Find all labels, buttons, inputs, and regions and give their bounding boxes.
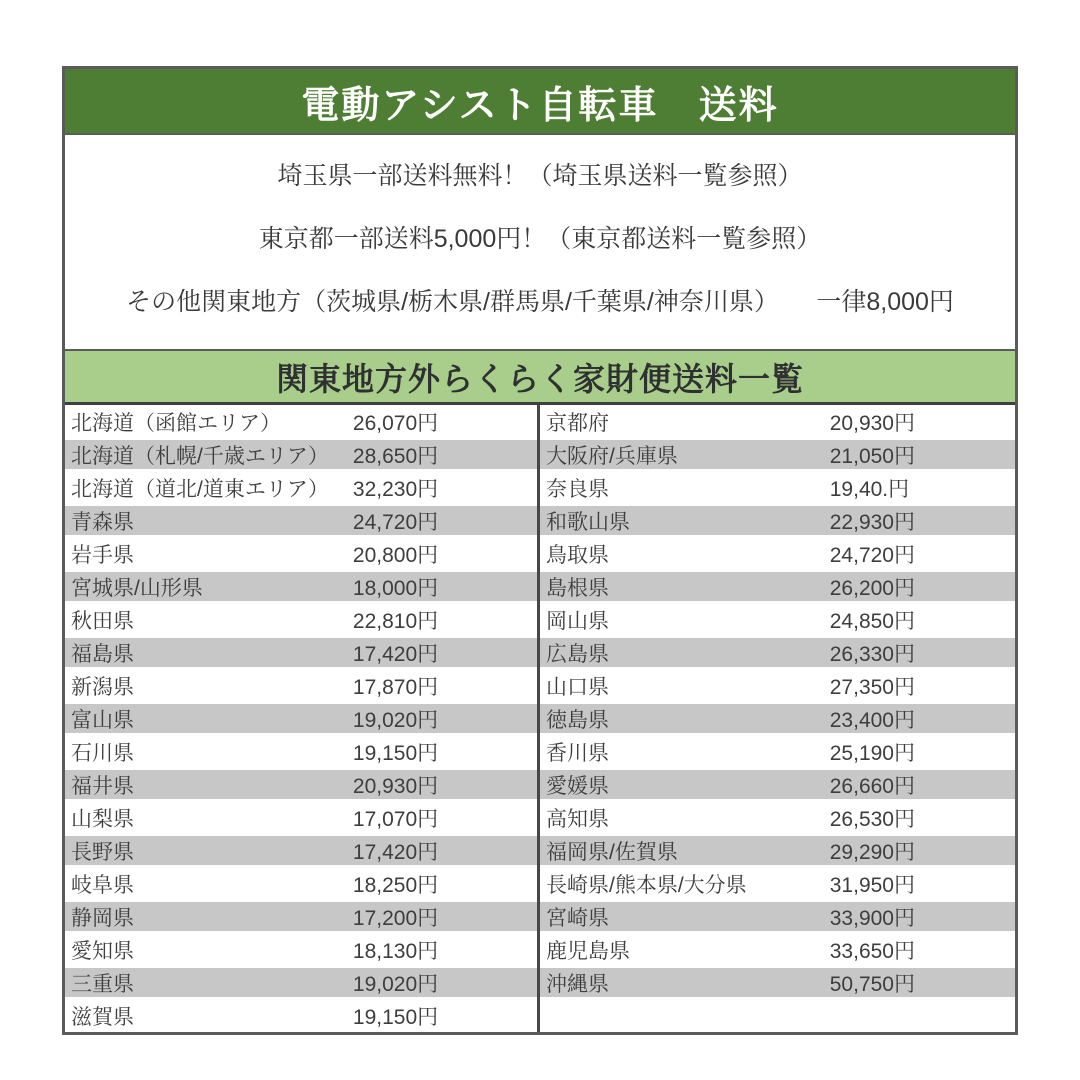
region-cell: 富山県 [71, 708, 134, 732]
table-row [65, 900, 537, 933]
table-row [540, 999, 1015, 1032]
price-cell: 20,800円 [352, 543, 439, 567]
price-cell: 18,130円 [352, 939, 439, 963]
table-column-left [65, 405, 540, 1032]
price-cell: 33,900円 [829, 906, 915, 930]
region-cell: 鳥取県 [546, 543, 609, 567]
table-row [540, 537, 1015, 570]
region-cell: 滋賀県 [71, 1005, 134, 1029]
table-column-right [540, 405, 1015, 1032]
table-row [65, 471, 537, 504]
price-cell: 26,530円 [829, 807, 915, 831]
price-cell: 31,950円 [829, 873, 915, 897]
region-cell: 岩手県 [71, 543, 134, 567]
table-row [540, 966, 1015, 999]
price-cell: 32,230円 [352, 477, 439, 501]
table-row [65, 735, 537, 768]
price-cell: 26,200円 [829, 576, 915, 600]
table-row [540, 669, 1015, 702]
region-cell: 愛媛県 [546, 774, 609, 798]
table-row [540, 405, 1015, 438]
table-row [65, 933, 537, 966]
price-cell: 20,930円 [352, 774, 439, 798]
note-tokyo: 東京都一部送料5,000円！（東京都送料一覧参照） [258, 225, 822, 253]
price-cell: 28,650円 [352, 444, 439, 468]
table-row [65, 603, 537, 636]
region-cell: 鹿児島県 [546, 939, 630, 963]
table-row [65, 537, 537, 570]
region-cell: 和歌山県 [546, 510, 630, 534]
table-row [540, 603, 1015, 636]
price-cell: 23,400円 [829, 708, 915, 732]
table-row [65, 867, 537, 900]
table-row [540, 867, 1015, 900]
price-cell: 24,720円 [829, 543, 915, 567]
price-cell: 33,650円 [829, 939, 915, 963]
table-row [65, 636, 537, 669]
price-cell: 26,070円 [352, 411, 439, 435]
table-row [540, 768, 1015, 801]
region-cell: 山口県 [546, 675, 609, 699]
price-cell: 27,350円 [829, 675, 915, 699]
price-cell: 50,750円 [829, 972, 915, 996]
page-title: 電動アシスト自転車 送料 [65, 69, 1015, 135]
price-cell: 21,050円 [829, 444, 915, 468]
note-saitama: 埼玉県一部送料無料！（埼玉県送料一覧参照） [277, 162, 803, 190]
region-cell: 新潟県 [71, 675, 134, 699]
price-cell: 17,200円 [352, 906, 439, 930]
price-cell: 19,40.円 [829, 477, 910, 501]
region-cell: 奈良県 [546, 477, 609, 501]
table-row [65, 504, 537, 537]
price-cell: 19,150円 [352, 1005, 439, 1029]
shipping-notes [65, 135, 1015, 349]
table-row [65, 801, 537, 834]
region-cell: 青森県 [71, 510, 134, 534]
region-cell: 広島県 [546, 642, 609, 666]
region-cell: 香川県 [546, 741, 609, 765]
region-cell: 愛知県 [71, 939, 134, 963]
table-row [540, 438, 1015, 471]
region-cell: 高知県 [546, 807, 609, 831]
price-cell: 17,070円 [352, 807, 439, 831]
region-cell: 北海道（函館エリア） [71, 411, 281, 435]
region-cell: 岡山県 [546, 609, 609, 633]
table-row [540, 735, 1015, 768]
table-row [540, 570, 1015, 603]
table-row [65, 438, 537, 471]
region-cell: 沖縄県 [546, 972, 609, 996]
region-cell: 長野県 [71, 840, 134, 864]
region-cell: 秋田県 [71, 609, 134, 633]
price-cell: 18,000円 [352, 576, 439, 600]
table-row [540, 900, 1015, 933]
price-cell: 19,020円 [352, 972, 439, 996]
region-cell: 山梨県 [71, 807, 134, 831]
price-cell: 24,720円 [352, 510, 439, 534]
price-cell: 26,660円 [829, 774, 915, 798]
price-cell: 19,150円 [352, 741, 439, 765]
price-cell: 26,330円 [829, 642, 915, 666]
region-cell: 岐阜県 [71, 873, 134, 897]
region-cell: 三重県 [71, 972, 134, 996]
region-cell: 長崎県/熊本県/大分県 [546, 873, 747, 897]
region-cell: 福島県 [71, 642, 134, 666]
region-cell: 宮崎県 [546, 906, 609, 930]
region-cell: 静岡県 [71, 906, 134, 930]
table-row [65, 966, 537, 999]
table-row [65, 405, 537, 438]
region-cell: 福岡県/佐賀県 [546, 840, 678, 864]
note-other-kanto: その他関東地方（茨城県/栃木県/群馬県/千葉県/神奈川県） 一律8,000円 [126, 288, 954, 316]
notice-content-box [62, 66, 1018, 1035]
region-cell: 福井県 [71, 774, 134, 798]
table-row [540, 801, 1015, 834]
table-row [65, 999, 537, 1032]
table-row [540, 504, 1015, 537]
price-cell: 20,930円 [829, 411, 915, 435]
price-cell: 17,420円 [352, 642, 439, 666]
price-cell: 17,420円 [352, 840, 439, 864]
table-section-header: 関東地方外らくらく家財便送料一覧 [65, 349, 1015, 405]
region-cell: 石川県 [71, 741, 134, 765]
table-row [540, 702, 1015, 735]
table-row [540, 834, 1015, 867]
region-cell: 北海道（札幌/千歳エリア） [71, 444, 329, 468]
price-cell: 22,810円 [352, 609, 439, 633]
region-cell: 島根県 [546, 576, 609, 600]
price-cell: 18,250円 [352, 873, 439, 897]
table-row [65, 570, 537, 603]
table-row [540, 636, 1015, 669]
price-cell: 17,870円 [352, 675, 439, 699]
price-cell: 24,850円 [829, 609, 915, 633]
region-cell: 北海道（道北/道東エリア） [71, 477, 329, 501]
table-row [65, 669, 537, 702]
shipping-fee-table [65, 405, 1015, 1032]
table-row [65, 702, 537, 735]
price-cell: 19,020円 [352, 708, 439, 732]
region-cell: 京都府 [546, 411, 609, 435]
table-row [540, 471, 1015, 504]
region-cell: 徳島県 [546, 708, 609, 732]
region-cell: 宮城県/山形県 [71, 576, 203, 600]
price-cell: 22,930円 [829, 510, 915, 534]
table-row [65, 834, 537, 867]
price-cell: 29,290円 [829, 840, 915, 864]
price-cell: 25,190円 [829, 741, 915, 765]
table-row [65, 768, 537, 801]
table-row [540, 933, 1015, 966]
region-cell: 大阪府/兵庫県 [546, 444, 678, 468]
